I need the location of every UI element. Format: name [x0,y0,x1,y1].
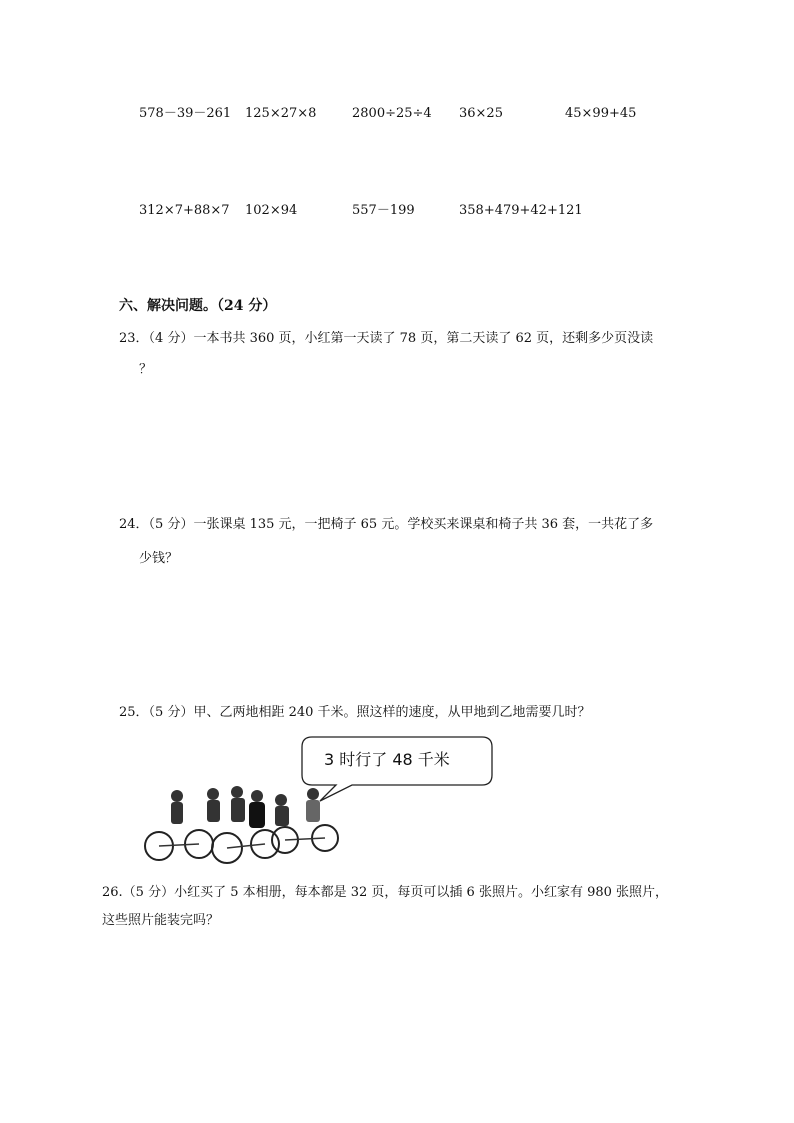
q25-line1: 25．（5 分）甲、乙两地相距 240 千米。照这样的速度，从甲地到乙地需要几时？ [119,705,591,720]
calc-2-2: 102×94 [245,203,298,218]
calc-1-1: 578－39－261 [139,106,232,121]
q26-line2: 这些照片能装完吗？ [102,913,220,928]
calc-1-3: 2800÷25÷4 [352,106,432,121]
q24-line2: 少钱？ [139,551,179,566]
q23-line2: ？ [139,362,153,377]
cyclists-illustration [135,778,355,868]
calc-2-3: 557－199 [352,203,415,218]
q26-line1: 26.（5 分）小红买了 5 本相册，每本都是 32 页，每页可以插 6 张照片。小红家有 980 张照片， [102,885,669,900]
calc-1-5: 45×99+45 [565,106,637,121]
calc-2-1: 312×7+88×7 [139,203,230,218]
calc-1-2: 125×27×8 [245,106,317,121]
bubble-text: 3 时行了 48 千米 [324,750,450,769]
q24-line1: 24．（5 分）一张课桌 135 元，一把椅子 65 元。学校买来课桌和椅子共 36 套，一共花了多 [119,517,654,532]
q23-line1: 23．（4 分）一本书共 360 页，小红第一天读了 78 页，第二天读了 62 页，还剩多少页没读 [119,331,654,346]
calc-2-4: 358+479+42+121 [459,203,583,218]
calc-1-4: 36×25 [459,106,503,121]
section-title: 六、解决问题。（24 分） [119,298,277,314]
